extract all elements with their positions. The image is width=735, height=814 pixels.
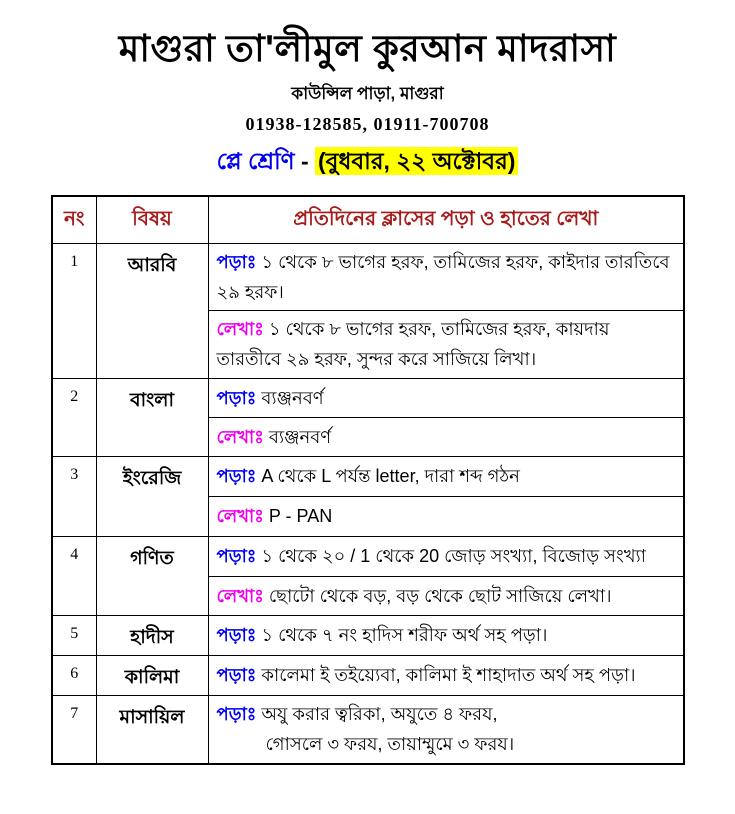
reading-entry-cell [208, 536, 684, 576]
page-title: মাগুরা তা'লীমুল কুরআন মাদরাসা [118, 28, 617, 69]
reading-entry-cell [208, 378, 684, 417]
reading-text: ব্যঞ্জনবর্ণ [261, 387, 324, 408]
reading-entry-cell [208, 243, 684, 310]
table-header-row [52, 196, 684, 243]
table-row [52, 536, 684, 576]
writing-entry-cell [208, 311, 684, 378]
reading-label: পড়াঃ [216, 704, 257, 725]
table-row [52, 378, 684, 417]
reading-text: A থেকে L পর্যন্ত letter, দারা শব্দ গঠন [261, 466, 520, 487]
writing-label: লেখাঃ [216, 426, 264, 447]
column-header-no: নং [52, 196, 96, 243]
writing-text: ছোটো থেকে বড়, বড় থেকে ছোট সাজিয়ে লেখা। [268, 585, 612, 606]
reading-entry-cell [208, 695, 684, 764]
reading-text: অযু করার ত্বরিকা, অযুতে ৪ ফরয, [261, 704, 498, 725]
column-header-body: প্রতিদিনের ক্লাসের পড়া ও হাতের লেখা [208, 196, 684, 243]
writing-label: লেখাঃ [216, 506, 264, 527]
subject-cell: আরবি [96, 243, 208, 378]
class-separator: - [294, 148, 316, 175]
address-line: কাউন্সিল পাড়া, মাগুরা [291, 84, 444, 104]
subject-cell: গণিত [96, 536, 208, 615]
reading-label: পড়াঃ [216, 466, 257, 487]
row-number: 7 [52, 695, 96, 764]
writing-text: ১ থেকে ৮ ভাগের হরফ, তামিজের হরফ, কায়দায় তারতীবে ২৯ হরফ, সুন্দর করে সাজিয়ে লিখা। [216, 319, 610, 370]
writing-text: ব্যঞ্জনবর্ণ [268, 426, 332, 447]
reading-entry-cell [208, 456, 684, 496]
reading-label: পড়াঃ [216, 625, 257, 646]
table-row [52, 615, 684, 655]
writing-entry-cell [208, 496, 684, 536]
class-name: প্লে শ্রেণি [216, 148, 295, 175]
reading-label: পড়াঃ [216, 665, 257, 686]
reading-label: পড়াঃ [216, 387, 257, 408]
reading-label: পড়াঃ [216, 251, 257, 272]
row-number: 2 [52, 378, 96, 456]
row-number: 1 [52, 243, 96, 378]
reading-entry-cell [208, 615, 684, 655]
writing-text: P - PAN [268, 506, 333, 527]
row-number: 3 [52, 456, 96, 536]
table-row [52, 456, 684, 496]
column-header-subject: বিষয় [96, 196, 208, 243]
row-number: 4 [52, 536, 96, 615]
row-number: 6 [52, 655, 96, 695]
reading-text: ১ থেকে ৮ ভাগের হরফ, তামিজের হরফ, কাইদার তারতিবে ২৯ হরফ। [216, 251, 670, 302]
reading-text: কালেমা ই তইয়্যেবা, কালিমা ই শাহাদাত অর্থ সহ পড়া। [261, 665, 636, 686]
lesson-table [51, 195, 685, 765]
class-line [0, 143, 735, 182]
subject-cell: হাদীস [96, 615, 208, 655]
reading-text: ১ থেকে ৭ নং হাদিস শরীফ অর্থ সহ পড়া। [261, 625, 548, 646]
class-date-highlight: (বুধবার, ২২ অক্টোবর) [315, 147, 518, 175]
subject-cell: কালিমা [96, 655, 208, 695]
writing-entry-cell [208, 576, 684, 615]
table-row [52, 243, 684, 310]
row-number: 5 [52, 615, 96, 655]
table-row [52, 695, 684, 764]
reading-entry-cell [208, 655, 684, 695]
reading-text-line1 [217, 699, 679, 729]
writing-label: লেখাঃ [216, 319, 264, 340]
phone-numbers: 01938-128585, 01911-700708 [245, 114, 490, 135]
subject-cell: মাসায়িল [96, 695, 208, 764]
document-header [0, 0, 735, 182]
reading-text: ১ থেকে ২০ / 1 থেকে 20 জোড় সংখ্যা, বিজোড় সংখ্যা [261, 546, 646, 567]
writing-label: লেখাঃ [216, 585, 264, 606]
reading-text-line2: গোসলে ৩ ফরয, তায়াম্মুমে ৩ ফরয। [265, 734, 515, 755]
writing-entry-cell [208, 417, 684, 456]
subject-cell: বাংলা [96, 378, 208, 456]
subject-cell: ইংরেজি [96, 456, 208, 536]
reading-label: পড়াঃ [216, 546, 257, 567]
table-row [52, 655, 684, 695]
